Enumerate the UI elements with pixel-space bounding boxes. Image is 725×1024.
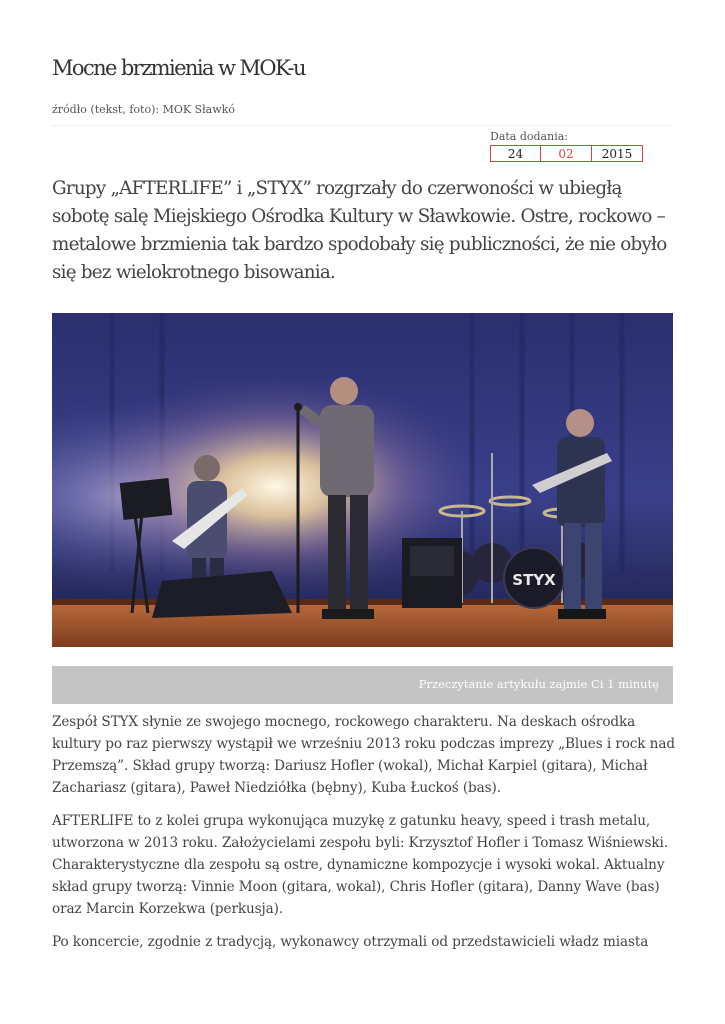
drum-logo: STYX [512, 571, 556, 589]
paragraph: Zespół STYX słynie ze swojego mocnego, rockowego charakteru. Na deskach ośrodka kultury po raz pierwszy wystąpił we wrześniu 2013 roku podczas imprezy „Blues i rock nad Przemszą”. Skład grupy tworzą: Dariusz Hofler (wokal), Michał Karpiel (gitara), Michał Zachariasz (gitara), Paweł Niedziółka (bębny), Kuba Łuckoś (bas). [52, 714, 675, 796]
article-lead: Grupy „AFTERLIFE” i „STYX” rozgrzały do czerwoności w ubiegłą sobotę salę Miejskiego Ośrodka Kultury w Sławkowie. Ostre, rockowo – metalowe brzmienia tak bardzo spodobały się publiczności, że nie obyło się bez wielokrotnego bisowania. [52, 178, 667, 283]
date-added [490, 129, 643, 162]
date-cells [490, 145, 643, 162]
concert-photo [52, 313, 673, 647]
date-day: 24 [490, 145, 541, 162]
article-title: Mocne brzmienia w MOK-u [52, 56, 305, 80]
article-source: źródło (tekst, foto): MOK Sławkó [52, 103, 235, 116]
article-body [52, 711, 682, 964]
source-divider [52, 125, 673, 126]
paragraph: AFTERLIFE to z kolei grupa wykonująca muzykę z gatunku heavy, speed i trash metalu, utworzona w 2013 roku. Założycielami zespołu byli: Krzysztof Hofler i Tomasz Wiśniewski. Charakterystyczne dla zespołu są ostre, dynamiczne kompozycje i wysoki wokal. Aktualny skład grupy tworzą: Vinnie Moon (gitara, wokal), Chris Hofler (gitara), Danny Wave (bas) oraz Marcin Korzekwa (perkusja). [52, 813, 668, 917]
paragraph: Po koncercie, zgodnie z tradycją, wykonawcy otrzymali od przedstawicieli władz miasta [52, 934, 649, 950]
date-label: Data dodania: [490, 130, 568, 143]
reading-time-bar [52, 666, 673, 704]
date-year: 2015 [592, 145, 643, 162]
reading-time-text: Przeczytanie artykułu zajmie Ci 1 minutę [418, 677, 659, 691]
concert-photo-illustration [52, 313, 673, 647]
date-month: 02 [541, 145, 592, 162]
